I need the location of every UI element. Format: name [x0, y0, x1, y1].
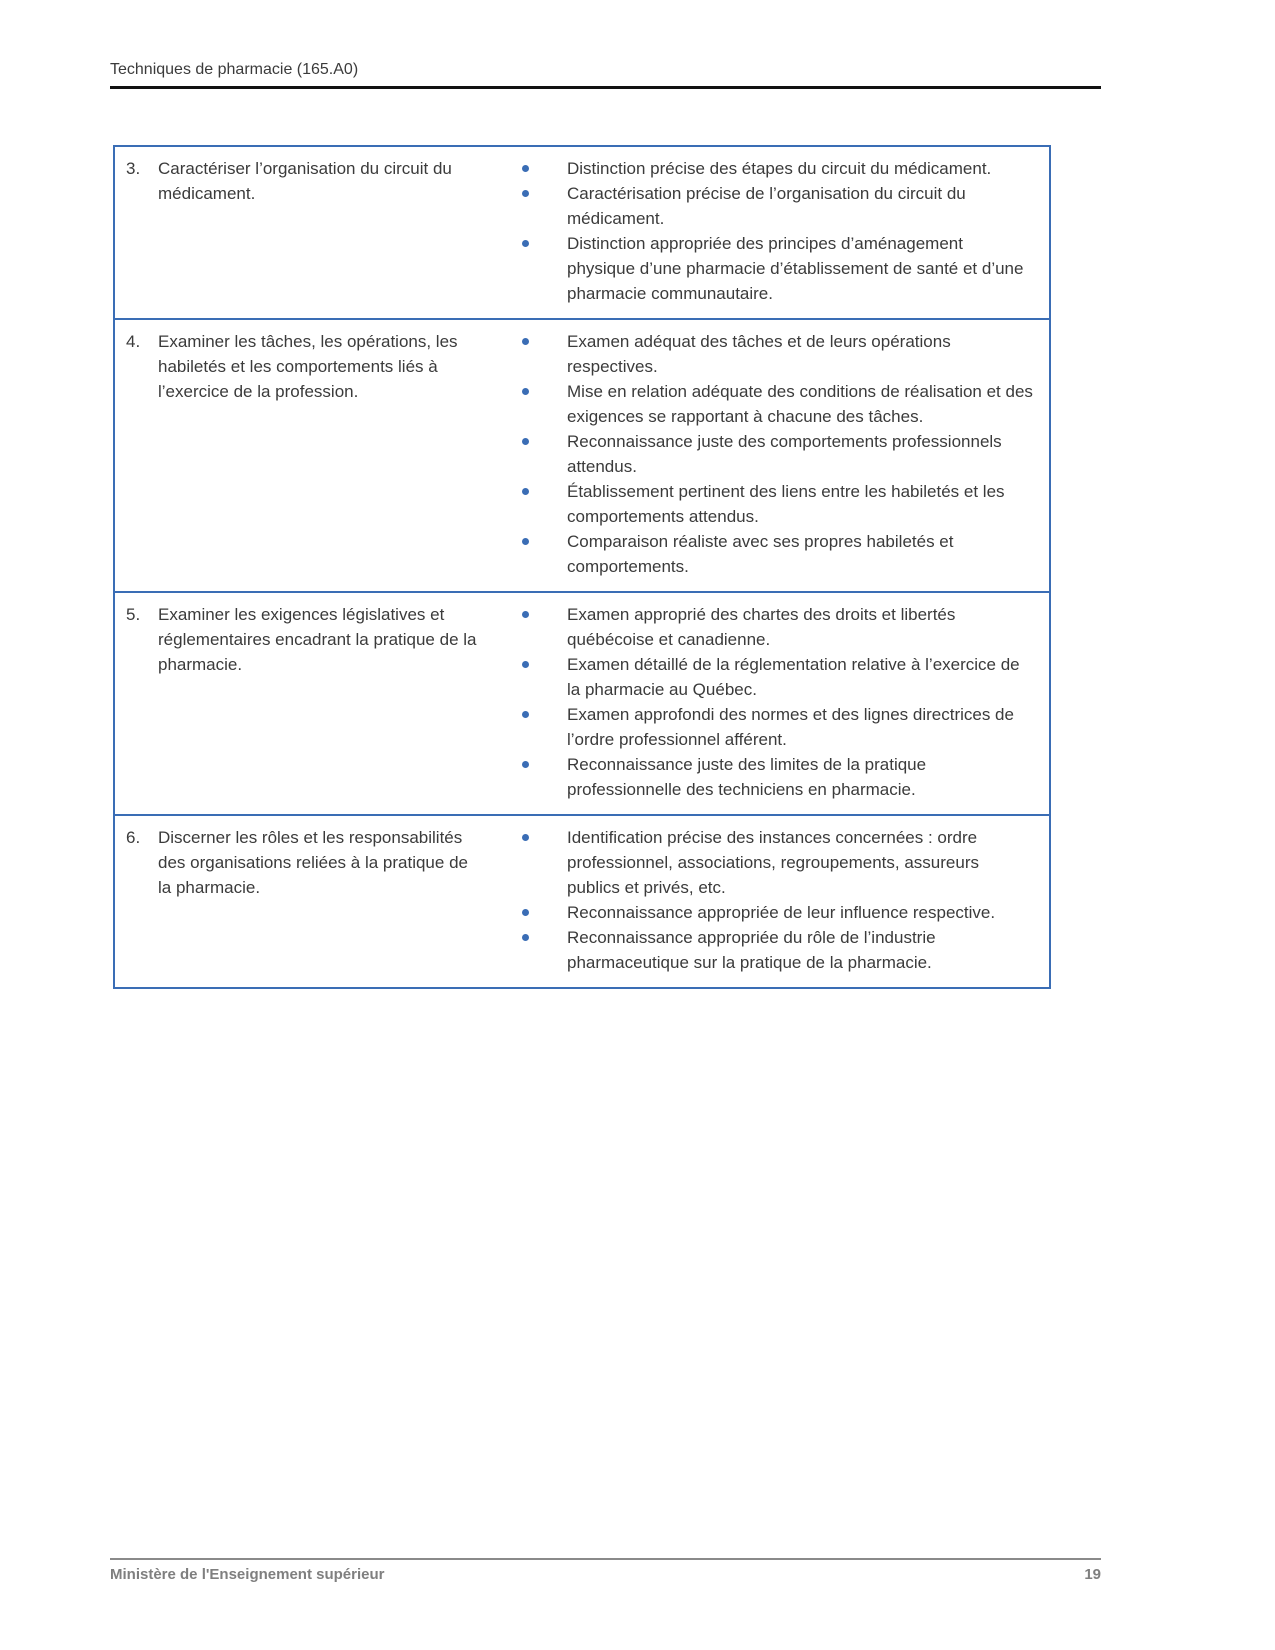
bullet-icon	[522, 661, 529, 668]
footer-page-number: 19	[1084, 1566, 1101, 1583]
criteria-table	[113, 145, 1051, 989]
criteria-list	[521, 329, 1035, 579]
criteria-table-body	[114, 146, 1050, 988]
criterion-text: Mise en relation adéquate des conditions de réalisation et des exigences se rapportant à chacune des tâches.	[567, 382, 1033, 426]
criterion-text: Établissement pertinent des liens entre les habiletés et les comportements attendus.	[567, 482, 1005, 526]
criteria-cell	[508, 592, 1050, 815]
objective-text: Discerner les rôles et les responsabilités des organisations reliées à la pratique de la pharmacie.	[158, 815, 508, 988]
criterion-text: Identification précise des instances concernées : ordre professionnel, associations, regroupements, assureurs publics et privés, etc.	[567, 828, 979, 897]
document-body	[113, 145, 1051, 989]
bullet-icon	[522, 761, 529, 768]
criterion-text: Distinction appropriée des principes d’aménagement physique d’une pharmacie d’établissement de santé et d’une pharmacie communautaire.	[567, 234, 1024, 303]
objective-text: Examiner les tâches, les opérations, les habiletés et les comportements liés à l’exercice de la profession.	[158, 319, 508, 592]
criterion-text: Examen approfondi des normes et des lignes directrices de l’ordre professionnel afférent.	[567, 705, 1014, 749]
criterion-item	[521, 181, 1035, 231]
objective-number: 4.	[114, 319, 158, 592]
criterion-text: Reconnaissance appropriée du rôle de l’industrie pharmaceutique sur la pratique de la pharmacie.	[567, 928, 936, 972]
objective-text: Examiner les exigences législatives et réglementaires encadrant la pratique de la pharmacie.	[158, 592, 508, 815]
criteria-list	[521, 156, 1035, 306]
bullet-icon	[522, 834, 529, 841]
criteria-list	[521, 602, 1035, 802]
criterion-text: Reconnaissance juste des limites de la pratique professionnelle des techniciens en pharmacie.	[567, 755, 927, 799]
objective-number: 3.	[114, 146, 158, 319]
criterion-item	[521, 602, 1035, 652]
criterion-item	[521, 752, 1035, 802]
footer-ministry: Ministère de l'Enseignement supérieur	[110, 1566, 385, 1583]
criteria-cell	[508, 319, 1050, 592]
criterion-text: Comparaison réaliste avec ses propres habiletés et comportements.	[567, 532, 954, 576]
bullet-icon	[522, 611, 529, 618]
criterion-item	[521, 479, 1035, 529]
table-row	[114, 319, 1050, 592]
bullet-icon	[522, 438, 529, 445]
bullet-icon	[522, 240, 529, 247]
bullet-icon	[522, 538, 529, 545]
criterion-text: Distinction précise des étapes du circuit du médicament.	[567, 159, 992, 178]
criterion-item	[521, 231, 1035, 306]
criterion-item	[521, 429, 1035, 479]
criteria-cell	[508, 815, 1050, 988]
criterion-text: Reconnaissance juste des comportements professionnels attendus.	[567, 432, 1002, 476]
criteria-list	[521, 825, 1035, 975]
page-footer	[110, 1558, 1101, 1583]
table-row	[114, 815, 1050, 988]
criterion-item	[521, 156, 1035, 181]
criterion-text: Caractérisation précise de l’organisation du circuit du médicament.	[567, 184, 966, 228]
bullet-icon	[522, 190, 529, 197]
criterion-text: Reconnaissance appropriée de leur influence respective.	[567, 903, 996, 922]
header-title: Techniques de pharmacie (165.A0)	[110, 61, 359, 78]
objective-number: 5.	[114, 592, 158, 815]
criterion-item	[521, 329, 1035, 379]
bullet-icon	[522, 165, 529, 172]
page-header	[110, 60, 1101, 89]
objective-text: Caractériser l’organisation du circuit du médicament.	[158, 146, 508, 319]
criterion-text: Examen adéquat des tâches et de leurs opérations respectives.	[567, 332, 951, 376]
criterion-text: Examen approprié des chartes des droits et libertés québécoise et canadienne.	[567, 605, 956, 649]
criterion-item	[521, 529, 1035, 579]
table-row	[114, 592, 1050, 815]
bullet-icon	[522, 909, 529, 916]
bullet-icon	[522, 488, 529, 495]
criterion-text: Examen détaillé de la réglementation relative à l’exercice de la pharmacie au Québec.	[567, 655, 1020, 699]
criterion-item	[521, 702, 1035, 752]
criteria-cell	[508, 146, 1050, 319]
bullet-icon	[522, 388, 529, 395]
criterion-item	[521, 825, 1035, 900]
bullet-icon	[522, 338, 529, 345]
bullet-icon	[522, 711, 529, 718]
table-row	[114, 146, 1050, 319]
criterion-item	[521, 379, 1035, 429]
criterion-item	[521, 900, 1035, 925]
objective-number: 6.	[114, 815, 158, 988]
criterion-item	[521, 652, 1035, 702]
criterion-item	[521, 925, 1035, 975]
bullet-icon	[522, 934, 529, 941]
